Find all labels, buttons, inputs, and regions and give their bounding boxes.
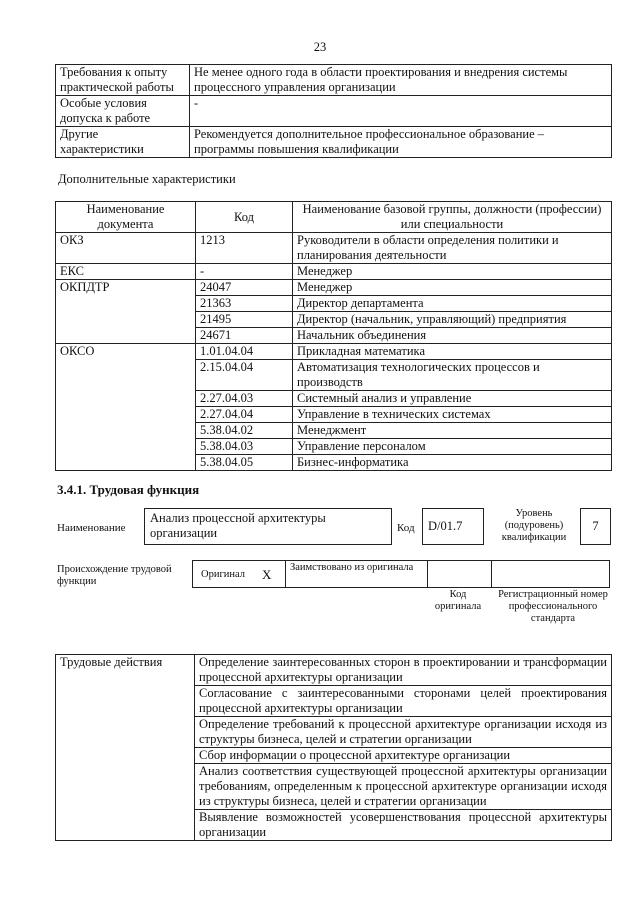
- requirement-value: Не менее одного года в области проектирования и внедрения системы процессного управления организации: [190, 65, 612, 96]
- additional-characteristics-table: [55, 201, 612, 471]
- table-row: [56, 127, 612, 158]
- header-document: Наименование документа: [56, 202, 196, 233]
- function-name-value: Анализ процессной архитектуры организации: [144, 508, 392, 545]
- name-cell: Бизнес-информатика: [293, 455, 612, 471]
- labor-action-item: Определение требований к процессной архитектуре организации исходя из структуры бизнеса, целей и стратегии организации: [195, 717, 612, 748]
- table-row: [56, 233, 612, 264]
- code-cell: 21495: [196, 312, 293, 328]
- function-level-value: 7: [580, 508, 611, 545]
- labor-actions-label: Трудовые действия: [56, 655, 195, 841]
- code-cell: -: [196, 264, 293, 280]
- name-cell: Системный анализ и управление: [293, 391, 612, 407]
- table-row: [56, 65, 612, 96]
- requirements-table: [55, 64, 612, 158]
- code-cell: 5.38.04.02: [196, 423, 293, 439]
- requirement-label: Другие характеристики: [56, 127, 190, 158]
- table-row: [56, 96, 612, 127]
- code-cell: 2.27.04.03: [196, 391, 293, 407]
- function-code-label: Код: [397, 522, 415, 534]
- borrowed-label: Заимствовано из оригинала: [290, 562, 414, 573]
- name-cell: Директор департамента: [293, 296, 612, 312]
- name-cell: Прикладная математика: [293, 344, 612, 360]
- name-cell: Директор (начальник, управляющий) предприятия: [293, 312, 612, 328]
- divider: [491, 561, 492, 587]
- document-name: ОКПДТР: [56, 280, 196, 344]
- original-label: Оригинал: [201, 569, 245, 580]
- function-code-value: D/01.7: [422, 508, 484, 545]
- origin-label: Происхождение трудовой функции: [57, 564, 172, 587]
- name-cell: Управление персоналом: [293, 439, 612, 455]
- name-cell: Автоматизация технологических процессов и производств: [293, 360, 612, 391]
- original-mark: X: [262, 567, 272, 582]
- code-cell: 1.01.04.04: [196, 344, 293, 360]
- name-cell: Менеджер: [293, 264, 612, 280]
- labor-actions-table: [55, 654, 612, 841]
- name-cell: Менеджмент: [293, 423, 612, 439]
- name-cell: Руководители в области определения политики и планирования деятельности: [293, 233, 612, 264]
- code-cell: 24671: [196, 328, 293, 344]
- code-cell: 1213: [196, 233, 293, 264]
- requirement-value: -: [190, 96, 612, 127]
- header-code: Код: [196, 202, 293, 233]
- table-row: [56, 655, 612, 686]
- labor-action-item: Согласование с заинтересованными сторонами целей проектирования процессной архитектуры организации: [195, 686, 612, 717]
- labor-action-item: Определение заинтересованных сторон в проектировании и трансформации процессной архитектуры организации: [195, 655, 612, 686]
- header-name: Наименование базовой группы, должности (профессии) или специальности: [293, 202, 612, 233]
- code-cell: 21363: [196, 296, 293, 312]
- table-header-row: [56, 202, 612, 233]
- page-number: 23: [313, 40, 327, 54]
- divider: [285, 561, 286, 587]
- name-cell: Менеджер: [293, 280, 612, 296]
- labor-action-item: Анализ соответствия существующей процессной архитектуры организации требованиям, определенным к процессной архитектуре организации исходя из структуры бизнеса, целей и стратегии организации: [195, 764, 612, 810]
- code-cell: 5.38.04.03: [196, 439, 293, 455]
- table-row: [56, 344, 612, 360]
- code-cell: 2.15.04.04: [196, 360, 293, 391]
- code-cell: 2.27.04.04: [196, 407, 293, 423]
- table-row: [56, 264, 612, 280]
- document-name: ОКЗ: [56, 233, 196, 264]
- function-level-label: Уровень (подуровень) квалификации: [501, 508, 567, 543]
- labor-action-item: Выявление возможностей усовершенствования процессной архитектуры организации: [195, 810, 612, 841]
- function-name-label: Наименование: [57, 522, 126, 534]
- labor-action-item: Сбор информации о процессной архитектуре организации: [195, 748, 612, 764]
- origin-box: [192, 560, 610, 588]
- origin-code-caption: Код оригинала: [434, 589, 482, 612]
- requirement-label: Требования к опыту практической работы: [56, 65, 190, 96]
- name-cell: Управление в технических системах: [293, 407, 612, 423]
- name-cell: Начальник объединения: [293, 328, 612, 344]
- reg-number-caption: Регистрационный номер профессионального стандарта: [498, 589, 608, 624]
- divider: [427, 561, 428, 587]
- code-cell: 5.38.04.05: [196, 455, 293, 471]
- requirement-value: Рекомендуется дополнительное профессиональное образование – программы повышения квалификации: [190, 127, 612, 158]
- document-name: ОКСО: [56, 344, 196, 471]
- function-title: 3.4.1. Трудовая функция: [57, 482, 200, 497]
- table-row: [56, 280, 612, 296]
- additional-characteristics-title: Дополнительные характеристики: [58, 172, 236, 186]
- code-cell: 24047: [196, 280, 293, 296]
- document-name: ЕКС: [56, 264, 196, 280]
- requirement-label: Особые условия допуска к работе: [56, 96, 190, 127]
